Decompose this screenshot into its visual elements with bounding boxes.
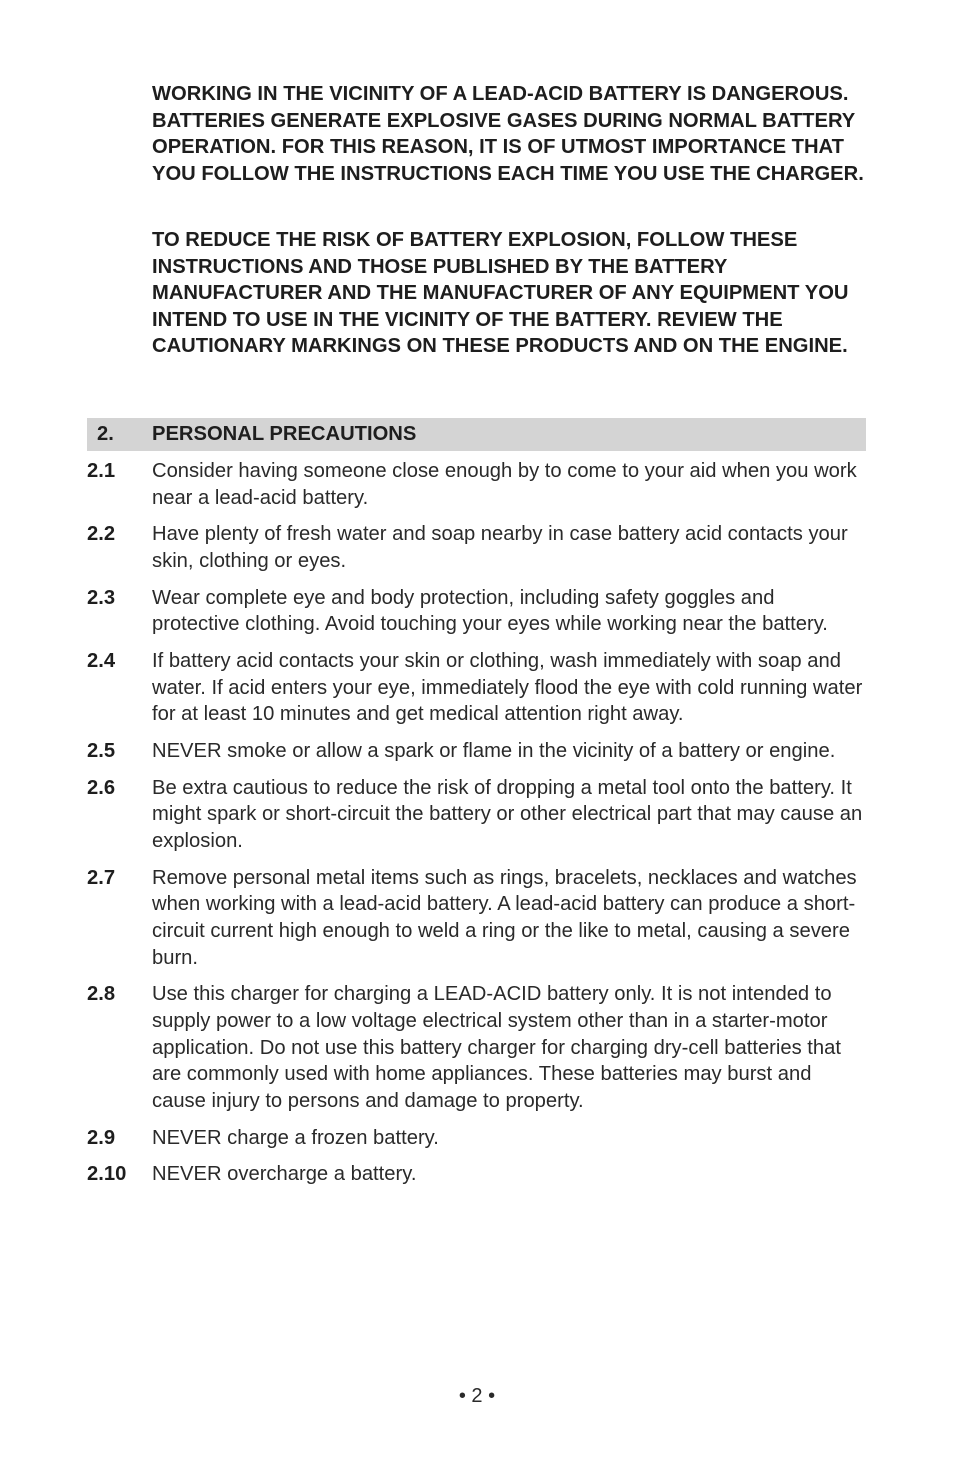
item-number: 2.6 <box>87 776 116 799</box>
precautions-list <box>87 458 866 1198</box>
item-text: Remove personal metal items such as rings, bracelets, necklaces and watches when working with a lead-acid battery. A lead-acid battery can produce a short-circuit current high enough to weld a ring or the like to metal, causing a severe burn. <box>152 866 857 969</box>
section-title: PERSONAL PRECAUTIONS <box>152 423 417 445</box>
list-item <box>87 458 866 511</box>
item-text: NEVER overcharge a battery. <box>152 1163 417 1186</box>
page-number: • 2 • <box>458 1385 496 1407</box>
list-item <box>87 981 866 1114</box>
list-item <box>87 865 866 971</box>
item-number: 2.2 <box>87 523 116 546</box>
warning-paragraph-explosive-gases: WORKING IN THE VICINITY OF A LEAD-ACID BATTERY IS DANGEROUS. BATTERIES GENERATE EXPLOSIVE GASES DURING NORMAL BATTERY OPERATION. FOR THIS REASON, IT IS OF UTMOST IMPORTANCE THAT YOU FOLLOW THE INSTRUCTIONS EACH TIME YOU USE THE CHARGER. <box>152 83 864 185</box>
item-text: Be extra cautious to reduce the risk of dropping a metal tool onto the battery. It might spark or short-circuit the battery or other electrical part that may cause an explosion. <box>152 776 863 853</box>
item-text: If battery acid contacts your skin or clothing, wash immediately with soap and water. If acid enters your eye, immediately flood the eye with cold running water for at least 10 minutes and get medical attention right away. <box>152 650 863 726</box>
list-item <box>87 775 866 855</box>
item-number: 2.1 <box>87 460 116 482</box>
item-number: 2.10 <box>87 1163 127 1186</box>
item-text: Wear complete eye and body protection, including safety goggles and protective clothing. Avoid touching your eyes while working near the battery. <box>152 586 828 636</box>
item-text: Use this charger for charging a LEAD-ACID battery only. It is not intended to supply power to a low voltage electrical system other than in a starter-motor application. Do not use this battery charger for charging dry-cell batteries that are commonly used with home appliances. These batteries may burst and cause injury to persons and damage to property. <box>152 983 841 1112</box>
item-number: 2.5 <box>87 740 116 763</box>
item-text: Consider having someone close enough by to come to your aid when you work near a lead-acid battery. <box>152 460 857 509</box>
list-item <box>87 1125 866 1152</box>
warning-paragraph-reduce-risk: TO REDUCE THE RISK OF BATTERY EXPLOSION, FOLLOW THESE INSTRUCTIONS AND THOSE PUBLISHED BY THE BATTERY MANUFACTURER AND THE MANUFACTURER OF ANY EQUIPMENT YOU INTEND TO USE IN THE VICINITY OF THE BATTERY. REVIEW THE CAUTIONARY MARKINGS ON THESE PRODUCTS AND ON THE ENGINE. <box>152 229 849 358</box>
list-item <box>87 1161 866 1188</box>
list-item <box>87 521 866 574</box>
item-number: 2.4 <box>87 650 116 673</box>
item-text: Have plenty of fresh water and soap nearby in case battery acid contacts your skin, clothing or eyes. <box>152 523 848 572</box>
section-number: 2. <box>97 423 114 445</box>
list-item <box>87 738 866 765</box>
item-number: 2.3 <box>87 586 116 609</box>
item-text: NEVER charge a frozen battery. <box>152 1126 439 1149</box>
item-number: 2.7 <box>87 866 116 889</box>
list-item <box>87 585 866 638</box>
section-header-personal-precautions <box>87 418 866 451</box>
list-item <box>87 648 866 728</box>
item-number: 2.8 <box>87 983 116 1006</box>
item-number: 2.9 <box>87 1126 116 1149</box>
item-text: NEVER smoke or allow a spark or flame in the vicinity of a battery or engine. <box>152 740 836 763</box>
